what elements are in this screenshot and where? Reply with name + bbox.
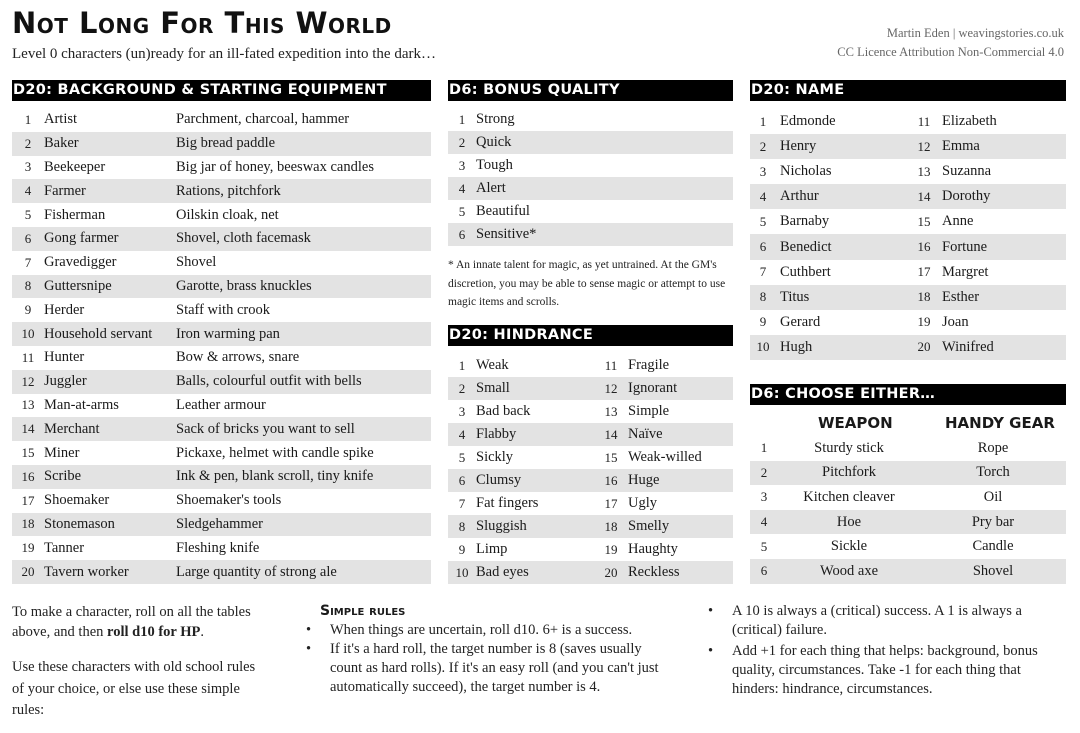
hindrance-row [448,423,733,446]
roll-number: 9 [759,314,767,330]
character-name: Titus [780,288,810,305]
background-name: Herder [44,301,85,318]
roll-number: 12 [604,380,618,396]
hindrance-table [448,354,733,584]
bonus-quality-row [448,177,733,200]
hindrance-row [448,469,733,492]
background-row [12,227,431,251]
background-name: Gravedigger [44,254,117,271]
choose-row [750,461,1066,486]
roll-number: 3 [24,159,32,175]
roll-number: 15 [917,213,931,229]
background-row [12,441,431,465]
roll-number: 12 [917,138,931,154]
roll-number: 3 [458,403,466,419]
background-name: Juggler [44,373,87,390]
hindrance-row [448,377,733,400]
hindrance-name: Sickly [476,449,514,465]
roll-number: 18 [21,516,35,532]
handy-gear-option: Torch [976,464,1010,481]
bonus-quality-table [448,108,733,246]
roll-number: 5 [458,449,466,465]
credit [837,24,1064,62]
roll-number: 6 [24,230,32,246]
weapon-option: Kitchen cleaver [803,488,895,505]
page-subtitle: Level 0 characters (un)ready for an ill-fated expedition into the dark… [12,46,436,62]
hindrance-row [448,515,733,538]
roll-number: 16 [21,468,35,484]
roll-number: 8 [759,289,767,305]
background-table [12,108,431,584]
roll-number: 13 [604,403,618,419]
starting-equipment: Shovel [176,254,217,271]
character-name: Fortune [942,238,988,255]
bonus-quality-name: Tough [476,157,513,173]
weapon-option: Wood axe [819,562,879,579]
roll-number: 20 [21,564,35,580]
roll-number: 4 [759,188,767,204]
starting-equipment: Leather armour [176,396,266,413]
background-name: Artist [44,111,78,128]
hindrance-name: Reckless [628,564,680,580]
roll-number: 11 [604,357,618,373]
name-row [750,310,1066,335]
roll-number: 1 [759,113,767,129]
name-row [750,134,1066,159]
roll-number: 6 [458,472,466,488]
choose-table [750,436,1066,584]
weapon-option: Sickle [830,538,868,555]
roll-number: 3 [458,157,466,173]
handy-gear-option: Rope [977,439,1009,456]
roll-number: 4 [24,183,32,199]
roll-number: 5 [458,203,466,219]
hindrance-name: Huge [628,472,660,488]
bonus-quality-name: Beautiful [476,203,530,219]
starting-equipment: Bow & arrows, snare [176,349,300,366]
roll-number: 17 [604,495,618,511]
background-name: Fisherman [44,206,106,223]
rules-list-left [304,621,664,697]
instructions-para-1 [12,603,262,642]
background-name: Miner [44,444,80,461]
starting-equipment: Balls, colourful outfit with bells [176,373,362,390]
handy-gear-option: Shovel [972,562,1014,579]
hindrance-name: Weak-willed [628,449,702,465]
background-name: Beekeeper [44,158,106,175]
character-name: Joan [942,313,969,330]
roll-number: 11 [917,113,931,129]
roll-number: 8 [24,278,32,294]
choose-column-headers [750,414,1066,434]
character-name: Suzanna [942,163,992,180]
name-row [750,234,1066,259]
background-name: Guttersnipe [44,277,112,294]
bonus-quality-row [448,154,733,177]
roll-number: 13 [917,163,931,179]
starting-equipment: Fleshing knife [176,539,260,556]
handy-gear-column-header: HANDY GEAR [945,414,1055,432]
roll-number: 11 [21,349,35,365]
background-row [12,156,431,180]
name-table [750,109,1066,360]
background-name: Merchant [44,420,100,437]
character-name: Barnaby [780,213,830,230]
character-name: Edmonde [780,113,836,130]
roll-number: 2 [24,135,32,151]
starting-equipment: Large quantity of strong ale [176,563,337,580]
background-row [12,179,431,203]
background-row [12,322,431,346]
roll-number: 1 [458,357,466,373]
roll-number: 8 [458,518,466,534]
background-name: Baker [44,135,79,152]
starting-equipment: Big bread paddle [176,135,276,152]
hindrance-name: Limp [476,541,508,557]
hindrance-name: Bad back [476,403,531,419]
starting-equipment: Parchment, charcoal, hammer [176,111,350,128]
starting-equipment: Iron warming pan [176,325,280,342]
starting-equipment: Sledgehammer [176,515,263,532]
instructions-text: To make a character, roll on all the tables above, and then [12,604,251,640]
roll-number: 2 [458,380,466,396]
roll-number: 19 [604,541,618,557]
character-name: Nicholas [780,163,832,180]
background-name: Shoemaker [44,492,110,509]
starting-equipment: Oilskin cloak, net [176,206,279,223]
hindrance-row [448,538,733,561]
choose-heading: D6: CHOOSE EITHER… [750,384,1066,405]
bonus-quality-row [448,223,733,246]
handy-gear-option: Candle [972,538,1014,555]
background-name: Stonemason [44,515,115,532]
background-name: Farmer [44,182,86,199]
name-row [750,335,1066,360]
choose-row [750,559,1066,584]
roll-number: 14 [917,188,931,204]
character-name: Emma [942,138,980,155]
roll-number: 1 [760,440,768,456]
roll-number: 2 [458,134,466,150]
starting-equipment: Sack of bricks you want to sell [176,420,355,437]
background-row [12,275,431,299]
hindrance-name: Bad eyes [476,564,529,580]
character-name: Gerard [780,313,821,330]
character-name: Hugh [780,338,813,355]
background-name: Tavern worker [44,563,129,580]
instructions-bold: roll d10 for HP [107,623,201,640]
starting-equipment: Big jar of honey, beeswax candles [176,158,374,175]
roll-number: 18 [604,518,618,534]
hindrance-name: Naïve [628,426,663,442]
starting-equipment: Staff with crook [176,301,270,318]
roll-number: 19 [917,314,931,330]
roll-number: 6 [458,226,466,242]
choose-row [750,510,1066,535]
starting-equipment: Pickaxe, helmet with candle spike [176,444,374,461]
roll-number: 9 [458,541,466,557]
roll-number: 17 [917,264,931,280]
hindrance-name: Small [476,380,510,396]
roll-number: 7 [759,264,767,280]
roll-number: 4 [458,180,466,196]
background-row [12,298,431,322]
background-row [12,203,431,227]
roll-number: 10 [756,339,770,355]
roll-number: 13 [21,397,35,413]
hindrance-name: Fat fingers [476,495,539,511]
bonus-quality-name: Quick [476,134,512,150]
roll-number: 2 [759,138,767,154]
handy-gear-option: Oil [983,488,1003,505]
background-heading: D20: BACKGROUND & STARTING EQUIPMENT [12,80,431,101]
rule-item: • Add +1 for each thing that helps: background, bonus quality, circumstances. Take -1 for each thing that hinders: hindrance, circumstances. [706,642,1066,699]
roll-number: 12 [21,373,35,389]
bonus-quality-row [448,200,733,223]
roll-number: 19 [21,540,35,556]
roll-number: 9 [24,302,32,318]
credit-author: Martin Eden | weavingstories.co.uk [886,26,1064,40]
hindrance-name: Smelly [628,518,670,534]
bonus-quality-name: Sensitive* [476,226,537,242]
character-name: Henry [780,138,817,155]
instructions-period: . [200,623,204,640]
character-name: Arthur [780,188,819,205]
weapon-option: Sturdy stick [814,439,884,456]
roll-number: 14 [604,426,618,442]
roll-number: 3 [760,489,768,505]
simple-rules-heading: Simple rules [320,603,406,619]
handy-gear-option: Pry bar [971,513,1015,530]
roll-number: 5 [760,538,768,554]
choose-row [750,485,1066,510]
name-row [750,109,1066,134]
starting-equipment: Rations, pitchfork [176,182,281,199]
roll-number: 7 [458,495,466,511]
background-row [12,132,431,156]
character-name: Anne [942,213,974,230]
hindrance-name: Weak [476,357,509,373]
roll-number: 10 [21,326,35,342]
character-name: Winifred [942,338,994,355]
roll-number: 1 [24,111,32,127]
background-row [12,394,431,418]
bonus-quality-heading: D6: BONUS QUALITY [448,80,733,101]
starting-equipment: Shoemaker's tools [176,492,282,509]
roll-number: 16 [604,472,618,488]
roll-number: 1 [458,111,466,127]
roll-number: 20 [604,564,618,580]
name-row [750,184,1066,209]
choose-row [750,534,1066,559]
hindrance-name: Simple [628,403,670,419]
instructions-para-2: Use these characters with old school rules of your choice, or else use these simple rules: [12,659,256,718]
hindrance-row [448,446,733,469]
background-name: Gong farmer [44,230,119,247]
choose-row [750,436,1066,461]
credit-licence: CC Licence Attribution Non-Commercial 4.0 [837,45,1064,59]
name-heading: D20: NAME [750,80,1066,101]
hindrance-row [448,400,733,423]
hindrance-row [448,492,733,515]
roll-number: 17 [21,492,35,508]
roll-number: 4 [760,514,768,530]
roll-number: 10 [455,564,469,580]
roll-number: 20 [917,339,931,355]
hindrance-name: Haughty [628,541,678,557]
background-row [12,417,431,441]
hindrance-name: Clumsy [476,472,522,488]
name-row [750,209,1066,234]
rules-list-right [706,602,1066,699]
background-row [12,513,431,537]
hindrance-name: Ugly [628,495,657,511]
starting-equipment: Shovel, cloth facemask [176,230,311,247]
name-row [750,159,1066,184]
background-row [12,489,431,513]
character-name: Esther [942,288,980,305]
weapon-column-header: WEAPON [818,414,893,432]
name-row [750,285,1066,310]
roll-number: 2 [760,464,768,480]
background-row [12,346,431,370]
starting-equipment: Garotte, brass knuckles [176,277,312,294]
rule-item: • If it's a hard roll, the target number is 8 (saves usually count as hard rolls). If it's an easy roll (and you can't just automatically succeed), the target number is 4. [304,640,664,697]
roll-number: 16 [917,239,931,255]
bonus-quality-row [448,131,733,154]
background-row [12,108,431,132]
character-name: Margret [942,263,989,280]
rule-item: • A 10 is always a (critical) success. A 1 is always a (critical) failure. [706,602,1066,640]
background-row [12,560,431,584]
bonus-quality-row [448,108,733,131]
hindrance-name: Sluggish [476,518,527,534]
background-name: Hunter [44,349,85,366]
background-row [12,465,431,489]
bonus-footnote: * An innate talent for magic, as yet untrained. At the GM's discretion, you may be able to sense magic or attempt to use magic items and scrolls. [448,259,726,308]
background-name: Man-at-arms [44,396,119,413]
roll-number: 6 [760,563,768,579]
starting-equipment: Ink & pen, blank scroll, tiny knife [176,468,374,485]
weapon-option: Pitchfork [822,464,876,481]
background-row [12,536,431,560]
roll-number: 15 [604,449,618,465]
roll-number: 4 [458,426,466,442]
roll-number: 15 [21,445,35,461]
background-row [12,251,431,275]
character-name: Elizabeth [942,113,997,130]
character-name: Dorothy [942,188,991,205]
character-name: Benedict [780,238,832,255]
hindrance-name: Fragile [628,357,670,373]
rule-item: • When things are uncertain, roll d10. 6+ is a success. [304,621,664,640]
hindrance-name: Flabby [476,426,517,442]
background-name: Scribe [44,468,82,485]
roll-number: 3 [759,163,767,179]
weapon-option: Hoe [836,513,862,530]
background-row [12,370,431,394]
hindrance-row [448,561,733,584]
bonus-quality-name: Strong [476,111,515,127]
hindrance-row [448,354,733,377]
name-row [750,260,1066,285]
bonus-quality-name: Alert [476,180,506,196]
roll-number: 5 [759,213,767,229]
hindrance-name: Ignorant [628,380,678,396]
roll-number: 18 [917,289,931,305]
roll-number: 6 [759,239,767,255]
roll-number: 14 [21,421,35,437]
background-name: Household servant [44,325,153,342]
character-name: Cuthbert [780,263,831,280]
roll-number: 5 [24,207,32,223]
background-name: Tanner [44,539,85,556]
roll-number: 7 [24,254,32,270]
hindrance-heading: D20: HINDRANCE [448,325,733,346]
page-title: Not Long For This World [12,6,392,40]
